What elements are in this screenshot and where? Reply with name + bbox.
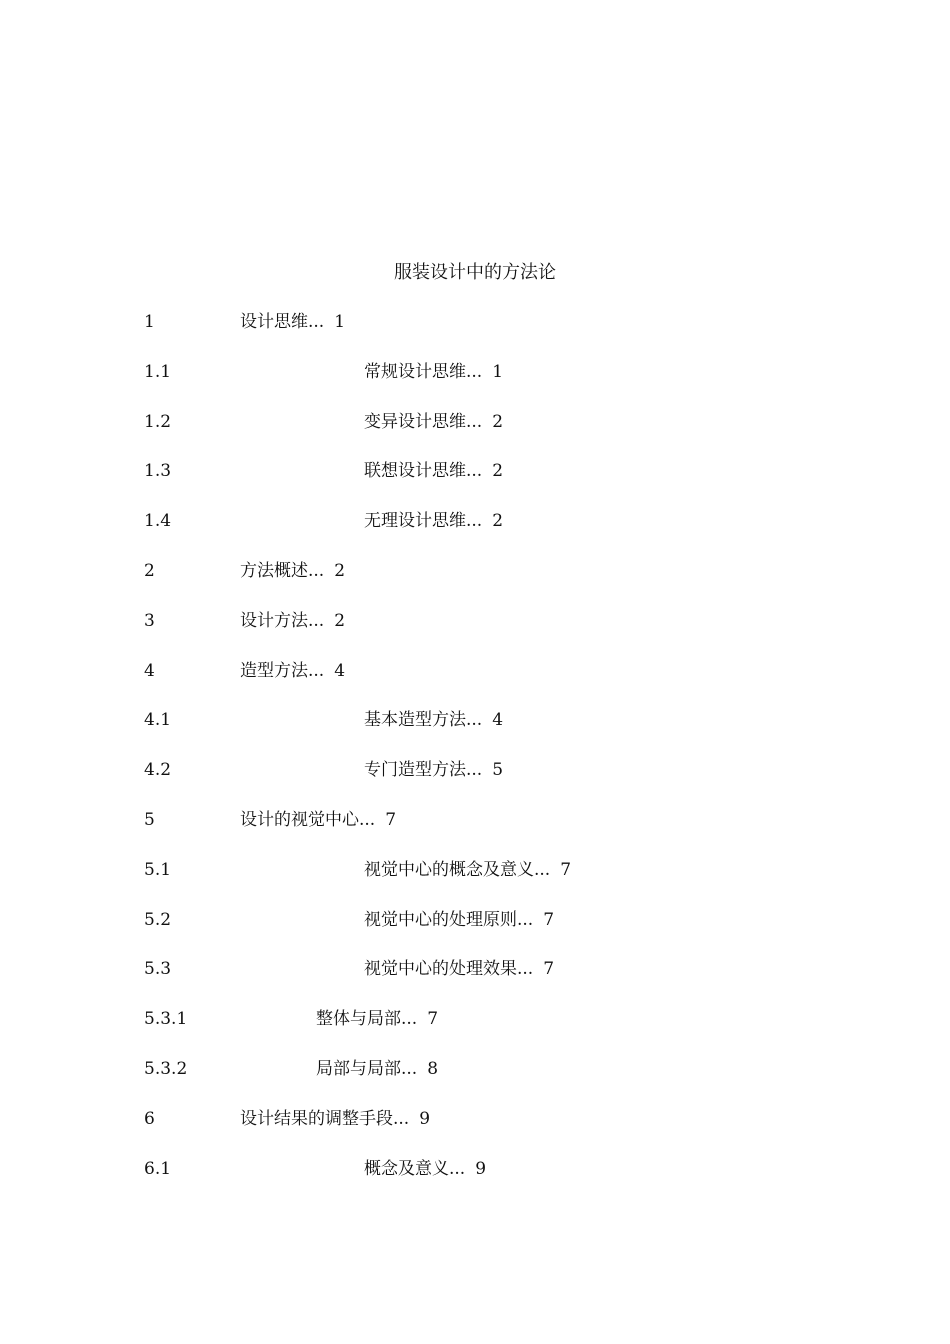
toc-entry-number: 5.3.1	[144, 1009, 188, 1030]
toc-entry-title: 设计的视觉中心...	[240, 809, 376, 830]
toc-entry-link[interactable]	[364, 706, 503, 734]
toc-entry-title: 设计思维...	[240, 312, 325, 332]
toc-entry-number: 1.1	[144, 361, 172, 382]
toc-entry-title: 视觉中心的处理原则...	[364, 909, 534, 930]
toc-entry-title: 视觉中心的处理效果...	[364, 959, 534, 980]
toc-entry[interactable]	[144, 906, 864, 956]
toc-entry[interactable]	[144, 358, 864, 408]
toc-entry-number: 1	[144, 312, 155, 332]
toc-entry-number: 5.1	[144, 859, 172, 880]
toc-entry-title: 变异设计思维...	[364, 411, 483, 432]
toc-entry[interactable]	[144, 1105, 864, 1155]
toc-entry-page-number: 9	[419, 1108, 431, 1129]
toc-entry-link[interactable]	[240, 806, 396, 834]
toc-entry-title: 基本造型方法...	[364, 710, 483, 731]
toc-entry-link[interactable]	[364, 507, 503, 535]
toc-entry-link[interactable]	[240, 607, 345, 635]
toc-entry-number: 5.2	[144, 909, 172, 930]
toc-entry[interactable]	[144, 308, 864, 358]
toc-entry-page-number: 2	[492, 461, 504, 482]
toc-entry-page-number: 7	[427, 1009, 439, 1030]
toc-entry-page-number: 4	[492, 710, 504, 731]
toc-entry[interactable]	[144, 856, 864, 906]
toc-entry-link[interactable]	[240, 308, 345, 336]
toc-entry[interactable]	[144, 408, 864, 458]
toc-entry-page-number: 5	[492, 760, 504, 781]
toc-entry[interactable]	[144, 1055, 864, 1105]
toc-entry[interactable]	[144, 955, 864, 1005]
toc-entry-number: 5	[144, 809, 155, 830]
toc-entry-page-number: 7	[385, 809, 397, 830]
toc-entry-link[interactable]	[316, 1055, 438, 1083]
toc-entry-number: 1.4	[144, 511, 172, 532]
toc-entry-page-number: 4	[334, 660, 346, 681]
toc-entry-title: 概念及意义...	[364, 1158, 466, 1179]
toc-entry-link[interactable]	[364, 457, 503, 485]
toc-entry-title: 视觉中心的概念及意义...	[364, 859, 551, 880]
toc-entry-link[interactable]	[316, 1005, 438, 1033]
toc-entry-page-number: 8	[427, 1058, 439, 1079]
toc-entry-title: 联想设计思维...	[364, 461, 483, 482]
toc-entry-title: 无理设计思维...	[364, 511, 483, 532]
toc-entry[interactable]	[144, 756, 864, 806]
toc-entry-link[interactable]	[240, 1105, 430, 1133]
toc-entry-page-number: 2	[334, 560, 346, 581]
toc-entry-title: 设计结果的调整手段...	[240, 1108, 410, 1129]
toc-entry-link[interactable]	[364, 906, 554, 934]
toc-entry[interactable]	[144, 806, 864, 856]
toc-entry-link[interactable]	[364, 955, 554, 983]
table-of-contents	[144, 308, 864, 1204]
toc-entry-link[interactable]	[240, 557, 345, 585]
toc-entry-title: 常规设计思维...	[364, 361, 483, 382]
toc-entry-number: 1.2	[144, 411, 172, 432]
toc-entry-title: 专门造型方法...	[364, 760, 483, 781]
toc-entry-page-number: 2	[334, 610, 346, 631]
toc-entry[interactable]	[144, 657, 864, 707]
toc-entry[interactable]	[144, 557, 864, 607]
toc-entry-page-number: 2	[492, 511, 504, 532]
toc-entry-number: 5.3	[144, 959, 172, 980]
toc-entry-link[interactable]	[364, 1155, 486, 1183]
toc-entry-page-number: 7	[560, 859, 572, 880]
toc-entry-title: 设计方法...	[240, 610, 325, 631]
toc-entry-number: 5.3.2	[144, 1058, 188, 1079]
toc-entry-link[interactable]	[240, 657, 345, 685]
toc-entry-number: 6.1	[144, 1158, 172, 1179]
toc-entry[interactable]	[144, 507, 864, 557]
toc-entry-page-number: 1	[492, 361, 504, 382]
toc-entry-page-number: 2	[492, 411, 504, 432]
toc-entry-title: 造型方法...	[240, 660, 325, 681]
toc-entry-number: 3	[144, 610, 155, 631]
toc-entry-page-number: 7	[543, 959, 555, 980]
toc-entry-page-number: 1	[334, 312, 346, 332]
toc-entry[interactable]	[144, 1005, 864, 1055]
toc-entry-link[interactable]	[364, 408, 503, 436]
toc-entry[interactable]	[144, 706, 864, 756]
toc-entry-number: 4	[144, 660, 155, 681]
toc-entry[interactable]	[144, 607, 864, 657]
toc-entry-link[interactable]	[364, 756, 503, 784]
toc-entry-number: 2	[144, 560, 155, 581]
toc-entry-title: 方法概述...	[240, 560, 325, 581]
toc-entry-link[interactable]	[364, 856, 571, 884]
document-title: 服装设计中的方法论	[394, 262, 556, 283]
toc-entry-title: 局部与局部...	[316, 1058, 418, 1079]
toc-entry-number: 4.1	[144, 710, 172, 731]
toc-entry[interactable]	[144, 457, 864, 507]
toc-entry-page-number: 9	[475, 1158, 487, 1179]
toc-entry-page-number: 7	[543, 909, 555, 930]
toc-entry-title: 整体与局部...	[316, 1009, 418, 1030]
toc-entry-link[interactable]	[364, 358, 503, 386]
toc-entry-number: 6	[144, 1108, 155, 1129]
toc-entry-number: 4.2	[144, 760, 172, 781]
toc-entry[interactable]	[144, 1155, 864, 1205]
toc-entry-number: 1.3	[144, 461, 172, 482]
